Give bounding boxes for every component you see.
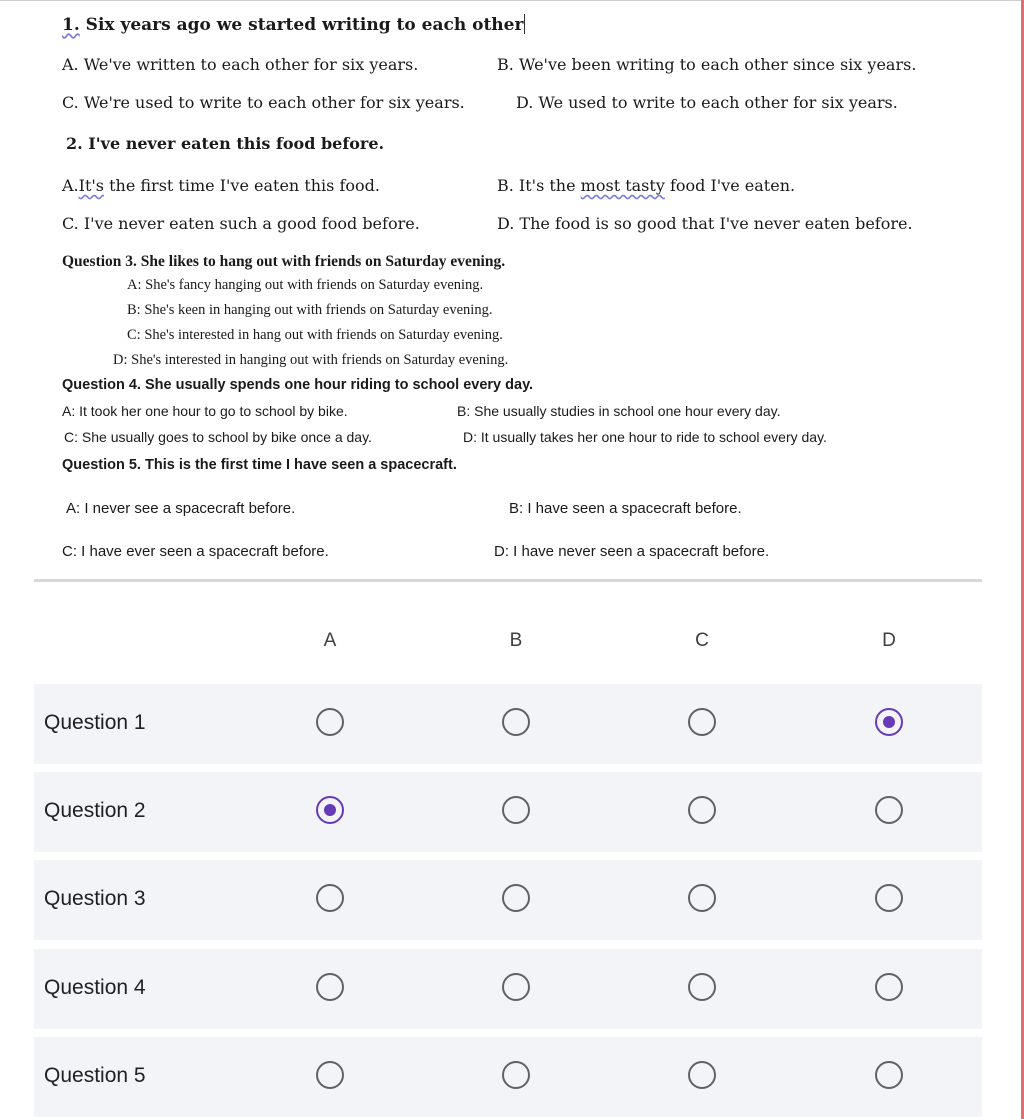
q5-option-d: D: I have never seen a spacecraft before. [494,543,770,560]
row-label: Question 5 [44,1064,146,1087]
q1-number: 1. [62,15,80,35]
q2-option-b-prefix: B. It's the [497,176,576,195]
radio-q5-a[interactable] [316,1061,344,1089]
q2-option-a [62,176,380,195]
column-header-c: C [695,630,709,651]
q1-prompt-text: Six years ago we started writing to each other [85,15,524,35]
q5-option-a: A: I never see a spacecraft before. [66,500,296,517]
q3-option-a: A: She's fancy hanging out with friends on Saturday evening. [127,277,484,293]
q5-option-b: B: I have seen a spacecraft before. [509,500,742,517]
q2-prompt: 2. I've never eaten this food before. [66,134,385,153]
radio-q2-d[interactable] [875,796,903,824]
text-cursor [524,14,525,34]
q4-option-b: B: She usually studies in school one hour every day. [457,403,781,419]
q1-option-b: B. We've been writing to each other since six years. [497,55,917,74]
q3-prompt: Question 3. She likes to hang out with friends on Saturday evening. [62,253,506,270]
radio-q5-d[interactable] [875,1061,903,1089]
radio-q2-c[interactable] [688,796,716,824]
radio-q5-c[interactable] [688,1061,716,1089]
q5-prompt: Question 5. This is the first time I have seen a spacecraft. [62,457,457,473]
radio-q1-d[interactable] [875,708,903,736]
row-label: Question 3 [44,887,146,910]
radio-q4-d[interactable] [875,973,903,1001]
q1-option-c: C. We're used to write to each other for six years. [62,93,465,112]
radio-q1-b[interactable] [502,708,530,736]
radio-q3-a[interactable] [316,884,344,912]
column-header-a: A [323,630,337,651]
radio-q3-b[interactable] [502,884,530,912]
radio-q1-c[interactable] [688,708,716,736]
image-page-divider [34,579,982,582]
q3-option-c: C: She's interested in hang out with friends on Saturday evening. [127,327,503,343]
row-label: Question 2 [44,799,146,822]
q2-option-b-underlined: most tasty [580,176,665,195]
column-header-d: D [882,630,896,651]
q1-prompt [62,14,525,35]
radio-q2-a[interactable] [316,796,344,824]
radio-q5-b[interactable] [502,1061,530,1089]
grid-row-question-2 [34,772,982,852]
row-label: Question 1 [44,711,146,734]
q3-option-b: B: She's keen in hanging out with friends on Saturday evening. [127,302,493,318]
q3-option-d: D: She's interested in hanging out with friends on Saturday evening. [113,352,509,368]
q1-option-d: D. We used to write to each other for six years. [516,93,898,112]
radio-q4-b[interactable] [502,973,530,1001]
q2-option-a-rest: the first time I've eaten this food. [109,176,380,195]
q4-option-c: C: She usually goes to school by bike once a day. [64,429,372,445]
radio-q4-c[interactable] [688,973,716,1001]
q2-option-b-rest: food I've eaten. [669,176,796,195]
q2-option-d: D. The food is so good that I've never eaten before. [497,214,913,233]
q2-option-c: C. I've never eaten such a good food before. [62,214,420,233]
q4-option-a: A: It took her one hour to go to school by bike. [62,403,348,419]
column-header-b: B [509,630,523,651]
q2-option-a-underlined: It's [78,176,104,195]
row-label: Question 4 [44,976,146,999]
radio-q2-b[interactable] [502,796,530,824]
radio-q4-a[interactable] [316,973,344,1001]
radio-q3-c[interactable] [688,884,716,912]
radio-q3-d[interactable] [875,884,903,912]
q4-prompt: Question 4. She usually spends one hour riding to school every day. [62,377,534,393]
q1-option-a: A. We've written to each other for six years. [62,55,419,74]
q4-option-d: D: It usually takes her one hour to ride to school every day. [463,429,827,445]
q2-option-a-prefix: A. [62,176,79,195]
radio-q1-a[interactable] [316,708,344,736]
grid-row-question-1 [34,684,982,764]
q5-option-c: C: I have ever seen a spacecraft before. [62,543,329,560]
grid-row-question-3 [34,860,982,940]
grid-row-question-4 [34,949,982,1029]
grid-row-question-5 [34,1037,982,1117]
q2-option-b [497,176,795,195]
